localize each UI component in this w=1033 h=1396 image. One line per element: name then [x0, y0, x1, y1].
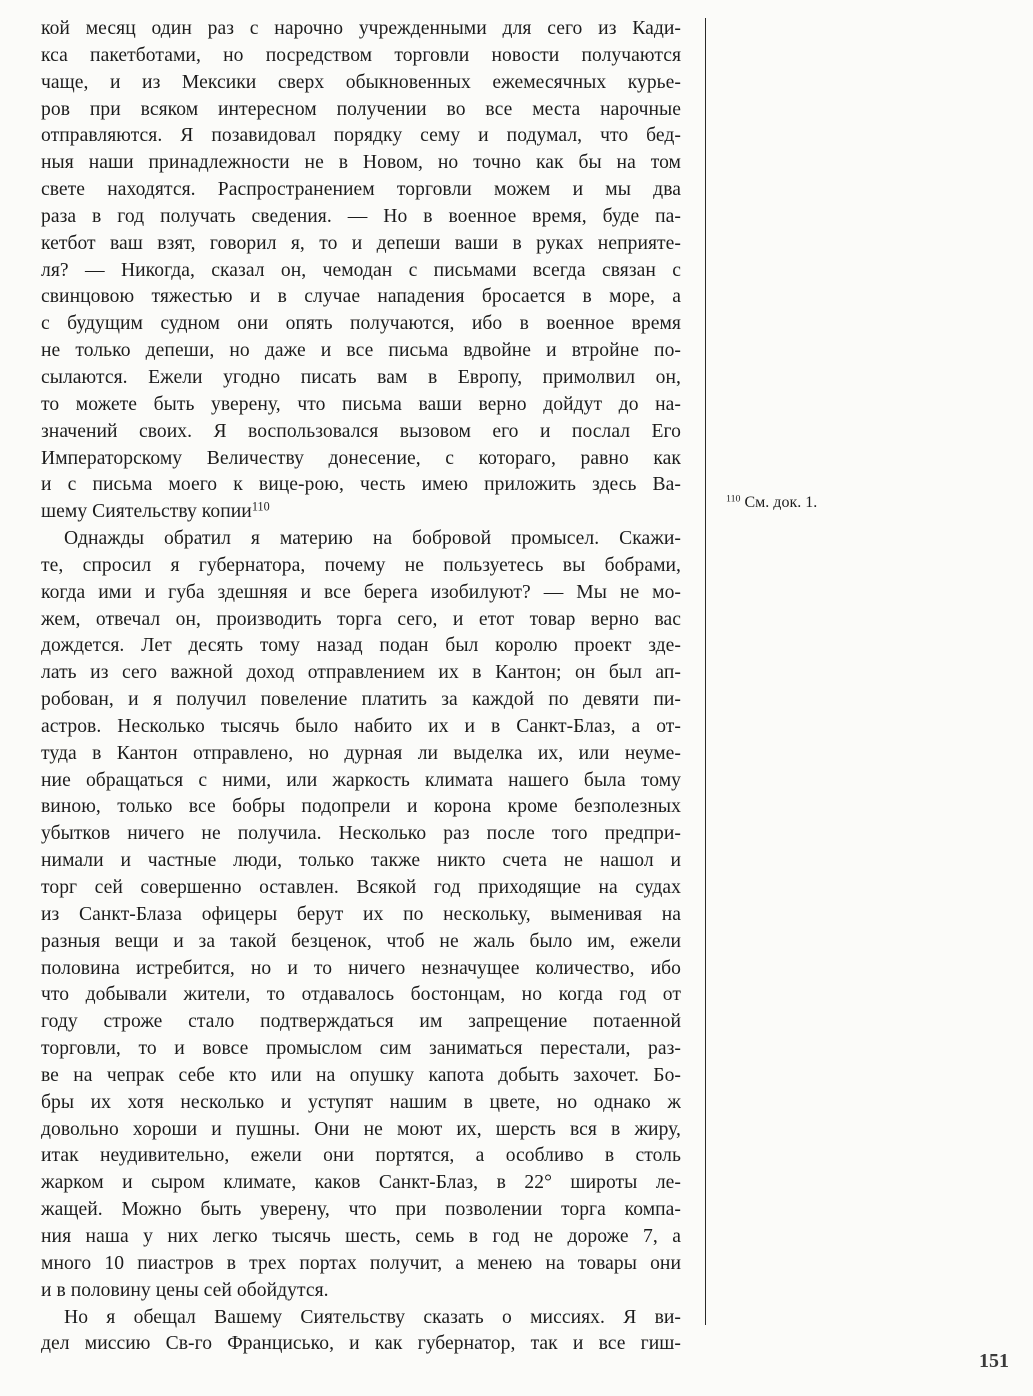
text-line: то можете быть уверену, что письма ваши верно дойдут до на-: [41, 393, 681, 415]
text-line: виною, только все бобры подопрели и корона кроме безполезных: [41, 796, 681, 818]
text-line: отправляются. Я позавидовал порядку сему и подумал, что бед-: [41, 125, 681, 147]
text-line-content: шему Сиятельству копии: [41, 501, 252, 523]
text-line: и с письма моего к вице-рою, честь имею приложить здесь Ва-: [41, 474, 681, 496]
text-line: кой месяц один раз с нарочно учрежденными для сего из Кади-: [41, 18, 681, 39]
text-line: значений своих. Я воспользовался вызовом его и послал Его: [41, 420, 681, 442]
text-line-with-footnote-ref: [41, 499, 681, 526]
text-line: году строже стало подтверждаться им запрещение потаенной: [41, 1011, 681, 1033]
text-line: дел миссию Св-го Францисько, и как губернатор, так и все гиш-: [41, 1333, 681, 1355]
text-line: бры их хотя несколько и уступят нашим в цвете, но однако ж: [41, 1091, 681, 1113]
footnote: [726, 492, 817, 514]
text-line: разныя вещи и за такой безценок, чтоб не жаль было им, ежели: [41, 930, 681, 952]
text-line: ныя наши принадлежности не в Новом, но точно как бы на том: [41, 152, 681, 174]
page-number: 151: [979, 1350, 1009, 1372]
text-line: жащей. Можно быть уверену, что при позволении торга компа-: [41, 1199, 681, 1221]
text-line: туда в Кантон отправлено, но дурная ли выделка их, или неуме-: [41, 742, 681, 764]
text-line: лать из сего важной доход отправлением их в Кантон; он был ап-: [41, 662, 681, 684]
text-line: ве на чепрак себе кто или на опушку капота добыть захочет. Бо-: [41, 1064, 681, 1086]
text-line: астров. Несколько тысячь было набито их и в Санкт-Блаз, а от-: [41, 715, 681, 737]
text-line: не только депеши, но даже и все письма вдвойне и втройне по-: [41, 340, 681, 362]
text-line: довольно хороши и пушны. Они не моют их, шерсть вся в жиру,: [41, 1118, 681, 1140]
text-line: дождется. Лет десять тому назад подан был королю проект зде-: [41, 635, 681, 657]
text-line: с будущим судном они опять получаются, ибо в военное время: [41, 313, 681, 335]
text-line: торг сей совершенно оставлен. Всякой год приходящие на судах: [41, 877, 681, 898]
text-line: что добывали жители, то отдавалось бостонцам, но когда год от: [41, 984, 681, 1006]
text-line: ля? — Никогда, сказал он, чемодан с письмами всегда связан с: [41, 259, 681, 281]
text-line: итак неудивительно, ежели они портятся, а особливо в столь: [41, 1145, 681, 1167]
text-line: чаще, и из Мексики сверх обыкновенных ежемесячных курье-: [41, 71, 681, 93]
paragraph-start-line: Но я обещал Вашему Сиятельству сказать о миссиях. Я ви-: [64, 1306, 681, 1328]
paragraph-start-line: Однажды обратил я материю на бобровой промысел. Скажи-: [64, 528, 681, 550]
text-line: половина истребится, но и то ничего незначущее количество, ибо: [41, 957, 681, 979]
text-line: нимали и частные люди, только также никто счета не нашол и: [41, 850, 681, 872]
text-line: из Санкт-Блаза офицеры берут их по нескольку, выменивая на: [41, 903, 681, 925]
footnote-number: 110: [726, 493, 741, 505]
text-line: много 10 пиастров в трех портах получит, а менею на товары они: [41, 1252, 681, 1274]
text-line: когда ими и губа здешняя и все берега изобилуют? — Мы не мо-: [41, 581, 681, 603]
text-line: ров при всяком интересном получении во все места нарочные: [41, 98, 681, 120]
text-line: убытков ничего не получила. Несколько раз после того предпри-: [41, 823, 681, 845]
text-line: робован, и я получил повеление платить за каждой по девяти пи-: [41, 689, 681, 711]
text-line: сылаются. Ежели угодно писать вам в Европу, примолвил он,: [41, 366, 681, 388]
text-line: жарком и сыром климате, каков Санкт-Блаз, в 22° широты ле-: [41, 1172, 681, 1194]
text-line: кетбот ваш взят, говорил я, то и депеши ваши в руках неприяте-: [41, 232, 681, 254]
text-line: жем, отвечал он, производить торга сего, и етот товар верно вас: [41, 608, 681, 630]
text-line: ния наша у них легко тысячь шесть, семь в год не дороже 7, а: [41, 1225, 681, 1247]
column-divider-rule: [705, 18, 706, 1325]
main-text-column: [41, 16, 681, 1358]
footnote-text: См. док. 1.: [744, 494, 818, 511]
text-line: те, спросил я губернатора, почему не пользуетесь вы бобрами,: [41, 554, 681, 576]
text-line: раза в год получать сведения. — Но в военное время, буде па-: [41, 205, 681, 227]
text-line: свинцовою тяжестью и в случае нападения бросается в море, а: [41, 286, 681, 308]
text-line: торговли, то и вовсе промыслом сим заниматься перестали, раз-: [41, 1038, 681, 1060]
footnote-reference: 110: [251, 499, 270, 514]
text-line: кса пакетботами, но посредством торговли новости получаются: [41, 44, 681, 66]
text-line: ние обращаться с ними, или жаркость климата нашего была тому: [41, 769, 681, 791]
paragraph-end-line: и в половину цены сей обойдутся.: [41, 1279, 329, 1301]
text-line: Императорскому Величеству донесение, с котораго, равно как: [41, 447, 681, 469]
text-line: свете находятся. Распространением торговли можем и мы два: [41, 179, 681, 201]
